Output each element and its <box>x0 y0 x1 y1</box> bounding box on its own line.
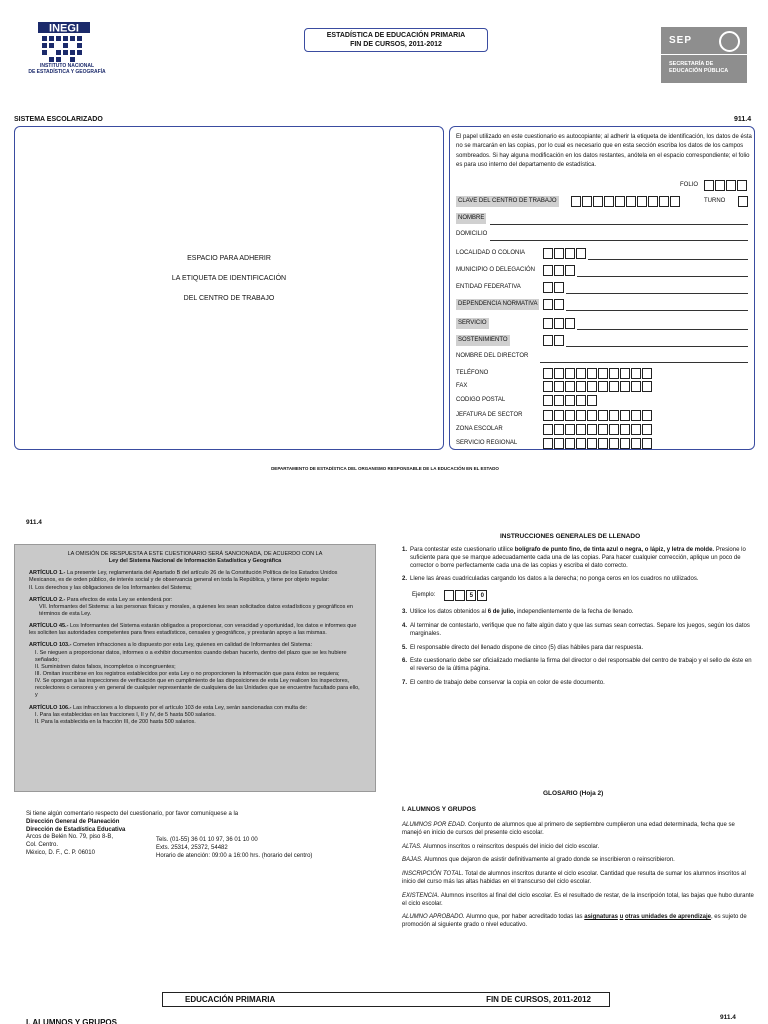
nombre-line[interactable] <box>490 224 748 225</box>
telefono-row: TELÉFONO <box>456 369 489 376</box>
dependencia-boxes[interactable] <box>543 299 565 310</box>
form-code: 911.4 <box>734 116 752 123</box>
clave-row: CLAVE DEL CENTRO DE TRABAJO <box>456 196 559 207</box>
director-line[interactable] <box>540 362 748 363</box>
panel-intro: El papel utilizado en este cuestionario es autocopiante; al adherir la etiqueta de identificación, los datos de ésta no se marcarán en las copias, por lo cual es necesario que en esta sección escriba los datos de los campos sombreados. Si hay alguna modificación en los datos restantes, anótela en el espacio correspondiente; el folio es para uso interno del departamento de estadística. <box>456 134 752 168</box>
telefono-boxes[interactable] <box>543 368 653 379</box>
form-code-2: 911.4 <box>26 519 42 526</box>
entidad-boxes[interactable] <box>543 282 565 293</box>
nombre-row: NOMBRE <box>456 213 486 224</box>
director-row: NOMBRE DEL DIRECTOR <box>456 352 529 359</box>
municipio-row: MUNICIPIO O DELEGACIÓN <box>456 266 536 273</box>
zona-boxes[interactable] <box>543 424 653 435</box>
inegi-logo <box>38 22 90 64</box>
regional-boxes[interactable] <box>543 438 653 449</box>
instructions-list: 1. Para contestar este cuestionario utilice bolígrafo de punto fino, de tinta azul o negra, o lápiz, y letra de molde. Presione lo suficiente para que se marque adecuadamente cada una de las copias. Para hacer cualquier corrección, aplique un poco de corrector o borre perfectamente cada una de las copias y escriba el dato correcto. 2. Llene las áreas cuadriculadas cargando los datos a la derecha; no ponga ceros en los cuadros no utilizados. Ejemplo: 5 0 3. Utilice los datos obtenidos al 6 de julio, independientemente de la fecha de llenado. 4. Al terminar de contestarlo, verifique que no falte algún dato y que las sumas sean correctas. Separe los juegos, según los datos marginales. 5. El responsable directo del llenado dispone de cinco (5) días hábiles para dar respuesta. 6. Este cuestionario debe ser oficializado mediante la firma del director o del responsable del centro de trabajo y el sello de éste en el reverso de la última página. 7. El centro de trabajo debe conservar la copia en color de este documento. <box>402 547 754 694</box>
turno-box[interactable] <box>738 196 749 207</box>
localidad-row: LOCALIDAD O COLONIA <box>456 249 526 256</box>
regional-row: SERVICIO REGIONAL <box>456 439 518 446</box>
servicio-boxes[interactable] <box>543 318 576 329</box>
footer-code: 911.4 <box>720 1014 736 1021</box>
sostenimiento-row: SOSTENIMIENTO <box>456 335 510 346</box>
glossary-title: GLOSARIO (Hoja 2) <box>543 790 604 797</box>
zona-row: ZONA ESCOLAR <box>456 425 503 432</box>
clave-boxes[interactable] <box>571 196 681 207</box>
domicilio-row: DOMICILIO <box>456 230 488 237</box>
legal-notice: LA OMISIÓN DE RESPUESTA A ESTE CUESTIONARIO SERÁ SANCIONADA, DE ACUERDO CON LA Ley del Sistema Nacional de Información Estadística y Geográfica ARTÍCULO 1.- La presente Ley, reglamentaria del Apartado B del artículo 26 de la Constitución Política de los Estados Unidos Mexicanos, es de orden público, de interés social y de observancia general en toda la República, y tiene por objeto regular: II. Los derechos y las obligaciones de los Informantes del Sistema; ARTÍCULO 2.- Para efectos de esta Ley se entenderá por: VII. Informantes del Sistema: a las personas físicas y morales, a quienes les sean solicitados datos estadísticos y geográficos en términos de esta Ley. ARTÍCULO 45.- Los Informantes del Sistema estarán obligados a proporcionar, con veracidad y oportunidad, los datos e informes que les soliciten las autoridades competentes para fines estadísticos, censales y geográficos, y prestarán apoyo a las mismas. ARTÍCULO 103.- Cometen infracciones a lo dispuesto por esta Ley, quienes en calidad de Informantes del Sistema: I. Se nieguen a proporcionar datos, informes o a exhibir documentos cuando deban hacerlo, dentro del plazo que se les hubiere señalado; II. Suministren datos falsos, incompletos o incongruentes; III. Omitan inscribirse en los registros establecidos por esta Ley o no proporcionen la información que para éstos se requiera; IV. Se opongan a las inspecciones de verificación que en cumplimiento de las disposiciones de esta Ley realicen los inspectores, recolectores o censores y en general de cualquier representante de cualquiera de las Unidades que se encuentre facultado para ello, y ARTÍCULO 106.- Las infracciones a lo dispuesto por el artículo 103 de esta Ley, serán sancionadas con multa de: I. Para las establecidas en las fracciones I, II y IV, de 5 hasta 500 salarios. II. Para la establecida en la fracción III, de 200 hasta 500 salarios. <box>14 544 376 792</box>
turno-label: TURNO <box>704 197 726 204</box>
localidad-boxes[interactable] <box>543 248 587 259</box>
municipio-boxes[interactable] <box>543 265 576 276</box>
sostenimiento-boxes[interactable] <box>543 335 565 346</box>
department-note: DEPARTAMENTO DE ESTADÍSTICA DEL ORGANISMO RESPONSABLE DE LA EDUCACIÓN EN EL ESTADO <box>271 466 499 471</box>
example: Ejemplo: 5 0 <box>412 590 754 601</box>
footer-bar: EDUCACIÓN PRIMARIA FIN DE CURSOS, 2011-2012 <box>162 992 610 1007</box>
cp-row: CODIGO POSTAL <box>456 396 506 403</box>
identification-panel <box>449 126 755 450</box>
servicio-row: SERVICIO <box>456 318 489 329</box>
contact-info: Si tiene algún comentario respecto del cuestionario, por favor comuníquese a la Dirección General de Planeación Dirección de Estadística Educativa Arcos de Belén No. 79, piso 8-B, Col. Centro. México, D. F., C. P. 06010 Tels. (01-55) 36 01 10 97, 36 01 10 00 Exts. 25314, 25372, 54482 Horario de atención: 09:00 a 16:00 hrs. (horario del centro) <box>26 811 313 859</box>
system-label: SISTEMA ESCOLARIZADO <box>14 116 103 123</box>
fax-boxes[interactable] <box>543 381 653 392</box>
folio-label: FOLIO <box>680 181 699 188</box>
dependencia-row: DEPENDENCIA NORMATIVA <box>456 299 539 310</box>
jefatura-boxes[interactable] <box>543 410 653 421</box>
glossary-list: ALUMNOS POR EDAD. Conjunto de alumnos que al primero de septiembre cumplieron una edad determinada, fecha que se manejó en inicio de cursos del presente ciclo escolar. ALTAS. Alumnos inscritos o reinscritos después del inicio del ciclo escolar. BAJAS. Alumnos que dejaron de asistir definitivamente al grado donde se inscribieron o reinscribieron. INSCRIPCIÓN TOTAL. Total de alumnos inscritos durante el ciclo escolar. Cantidad que resulta de sumar los alumnos inscritos al inicio del curso más las altas habidas en el transcurso del ciclo escolar. EXISTENCIA. Alumnos inscritos al final del ciclo escolar. Es el resultado de restar, de la inscripción total, las bajas que hubo durante el ciclo escolar. ALUMNO APROBADO. Alumno que, por haber acreditado todas las asignaturas u otras unidades de aprendizaje, es sujeto de promoción al siguiente grado o nivel educativo. <box>402 822 754 929</box>
footer-section: I. ALUMNOS Y GRUPOS <box>26 1018 117 1024</box>
seal-icon <box>719 31 740 52</box>
svg-text:INEGI: INEGI <box>49 22 79 35</box>
instructions-title: INSTRUCCIONES GENERALES DE LLENADO <box>500 533 641 540</box>
sticker-area: ESPACIO PARA ADHERIR LA ETIQUETA DE IDENTIFICACIÓN DEL CENTRO DE TRABAJO <box>14 126 444 450</box>
cp-boxes[interactable] <box>543 395 598 406</box>
glossary-section: I. ALUMNOS Y GRUPOS <box>402 806 476 813</box>
fax-row: FAX <box>456 382 468 389</box>
sep-logo: SEP SECRETARÍA DE EDUCACIÓN PÚBLICA <box>661 27 747 83</box>
inegi-name: INSTITUTO NACIONAL DE ESTADÍSTICA Y GEOGRAFÍA <box>28 63 106 75</box>
folio-boxes[interactable] <box>704 180 748 191</box>
domicilio-line[interactable] <box>490 240 748 241</box>
entidad-row: ENTIDAD FEDERATIVA <box>456 283 521 290</box>
document-title: ESTADÍSTICA DE EDUCACIÓN PRIMARIA FIN DE CURSOS, 2011-2012 <box>304 28 488 52</box>
jefatura-row: JEFATURA DE SECTOR <box>456 411 523 418</box>
